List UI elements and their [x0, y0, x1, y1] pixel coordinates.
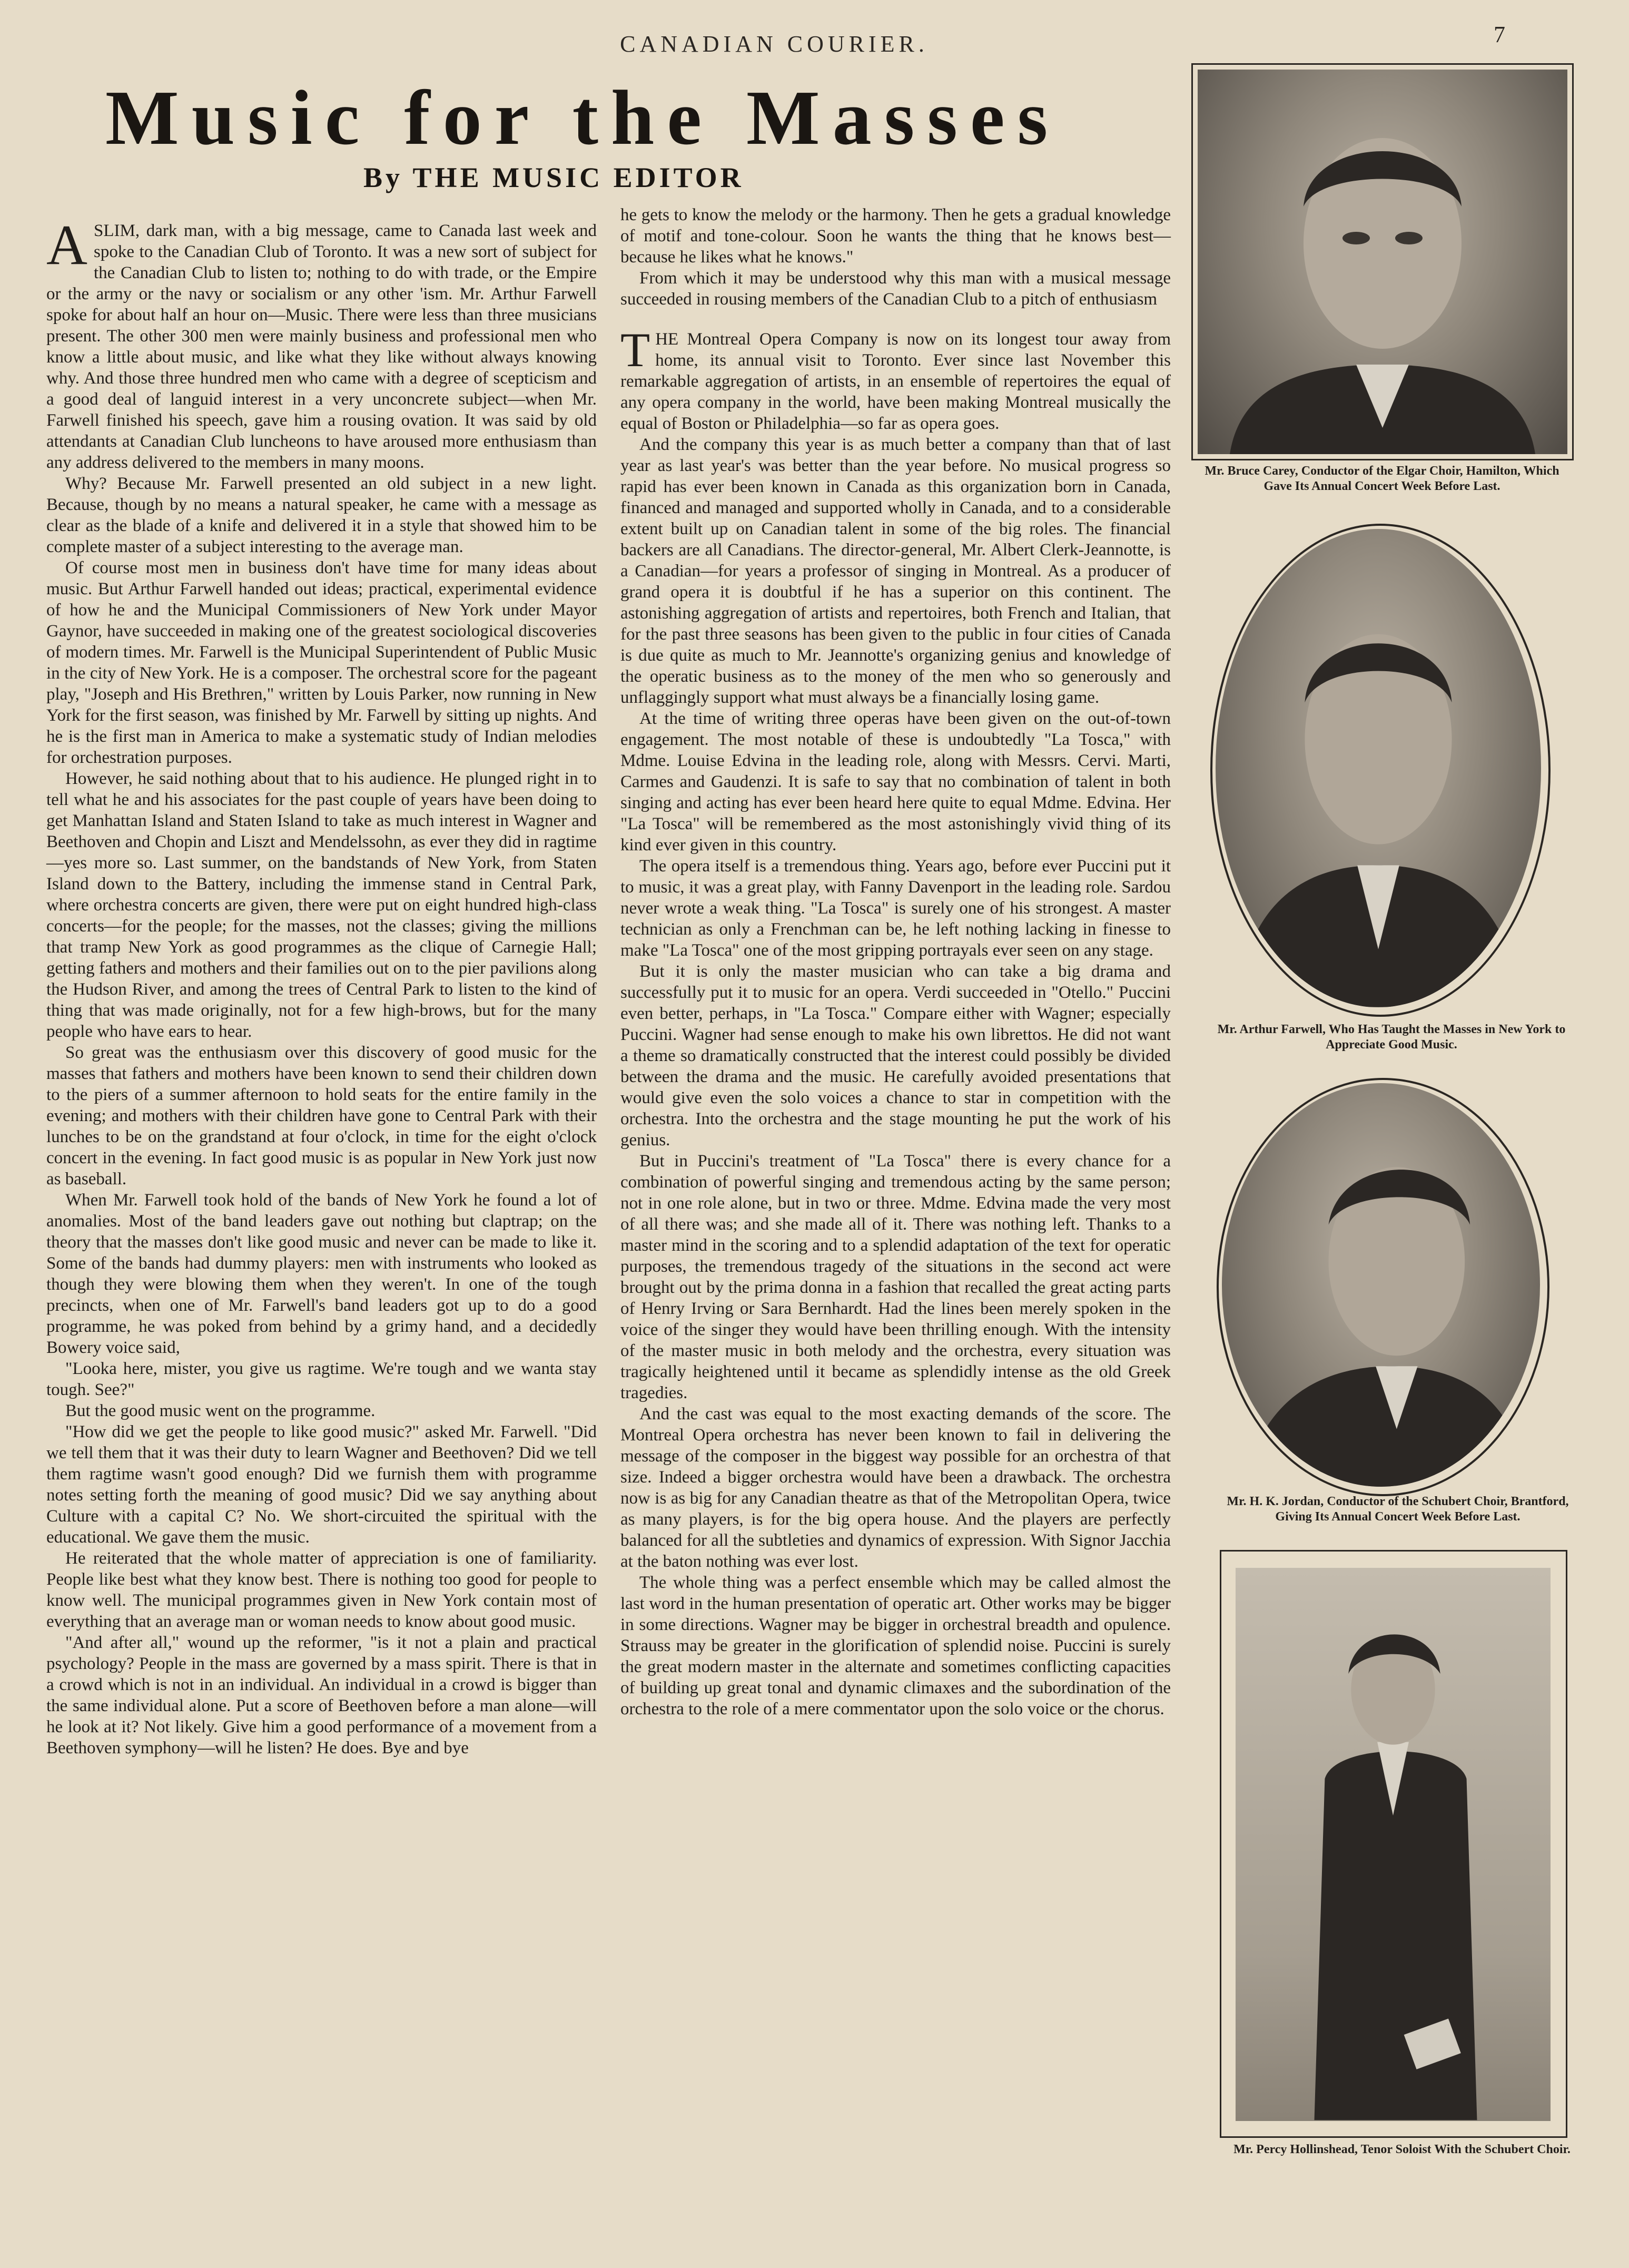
paragraph: "How did we get the people to like good music?" asked Mr. Farwell. "Did we tell them that it was their duty to learn Wagner and Beethoven? Did we tell them ragtime wasn't good enough? Did we furnish them with programme notes setting forth the meaning of good music? Did we say anything about Culture with a capital C? No. We short-circuited the spiritual with the educational. We gave them the music.	[46, 1422, 597, 1547]
paragraph	[46, 214, 597, 473]
middle-column	[620, 204, 1171, 2196]
running-head: CANADIAN COURIER.	[620, 31, 929, 57]
left-column	[46, 214, 597, 2196]
photo-caption: Mr. H. K. Jordan, Conductor of the Schubert Choir, Brantford, Giving Its Annual Concert Week Before Last.	[1227, 1495, 1569, 1524]
paragraph: "And after all," wound up the reformer, "is it not a plain and practical psychology? People in the mass are governed by a mass spirit. There is that in a crowd which is not in an individual. An individual in a crowd is bigger than the same individual alone. Put a score of Beethoven before a man alone—will he look at it? Not likely. Give him a good performance of a movement from a Beethoven symphony—will he listen? He does. Bye and bye	[46, 1633, 597, 1758]
photo-caption: Mr. Bruce Carey, Conductor of the Elgar Choir, Hamilton, Which Gave Its Annual Concert Week Before Last.	[1205, 464, 1559, 493]
photo-caption: Mr. Arthur Farwell, Who Has Taught the Masses in New York to Appreciate Good Music.	[1217, 1023, 1566, 1052]
paragraph: But in Puccini's treatment of "La Tosca" there is every chance for a combination of powerful singing and tremendous acting by the same person; not in one role alone, but in two or three. Mdme. Edvina made the very most of all there was; and she made all of it. There was nothing left. Thanks to a master mind in the scoring and to a splendid adaptation of the text for operatic purposes, the tremendous tragedy of the situations in the second act were brought out by the prima donna in a fashion that recalled the great acting parts of Henry Irving or Sara Bernhardt. Had the lines been merely spoken in the voice of the singer they would have been thrilling enough. With the intensity of the master music in both melody and the orchestra, every situation was tragically heightened until it became as splendidly intense as the old Greek tragedies.	[620, 1152, 1171, 1402]
paragraph: The opera itself is a tremendous thing. Years ago, before ever Puccini put it to music, it was a great play, with Fanny Davenport in the leading role. Sardou never wrote a weak thing. "La Tosca" is surely one of his strongest. A master technician as only a Frenchman can be, he left nothing lacking in finesse to make "La Tosca" one of the most gripping portrayals ever seen on any stage.	[620, 857, 1171, 960]
paragraph: However, he said nothing about that to his audience. He plunged right in to tell what he and his associates for the past couple of years have been doing to get Manhattan Island and Staten Island to take as much interest in Wagner and Beethoven and Chopin and Liszt and Mendelssohn, as ever they did in ragtime—yes more so. Last summer, on the bandstands of New York, from Staten Island down to the Battery, including the immense stand in Central Park, where orchestra concerts are given, there were put on eight hundred high-class concerts—for the people; for the masses, not the classes; giving the millions that tramp New York as good programmes as the clique of Carnegie Hall; getting fathers and mothers and their families out on to the pier pavilions along the Hudson River, and among the trees of Central Park to listen to the kind of thing that was made originally, not for a few high-brows, but for the many people who have ears to hear.	[46, 769, 597, 1041]
paragraph-text: SLIM, dark man, with a big message, came to Canada last week and spoke to the Canadian Club of Toronto. It was a new sort of subject for the Canadian Club to listen to; nothing to do with trade, or the Empire or the army or the navy or socialism or any other 'ism. Mr. Arthur Farwell spoke for about half an hour on—Music. There were less than three musicians present. The other 300 men were mainly business and professional men who know a little about music, and like what they like without always knowing why. And those three hundred men who came with a degree of scepticism and a good deal of languid interest in a very unconcrete subject—when Mr. Farwell finished his speech, gave him a rousing ovation. It was said by old attendants at Canadian Club luncheons to have aroused more enthusiasm than any address delivered to the members in many moons.	[46, 221, 597, 472]
drop-cap: A	[46, 214, 87, 277]
paragraph: But it is only the master musician who can take a big drama and successfully put it to music for an opera. Verdi succeeded in "Otello." Puccini even better, perhaps, in "La Tosca." Compare either with Wagner; especially Puccini. Wagner had sense enough to make his own librettos. He did not want a theme so dramatically constructed that the interest could possibly be divided between the drama and the music. He carefully avoided presentations that would give even the solo voices a chance to star in competition with the orchestra. Into the orchestra and the stage mounting he put the work of his genius.	[620, 962, 1171, 1150]
paragraph: At the time of writing three operas have been given on the out-of-town engagement. The most notable of these is undoubtedly "La Tosca," with Mdme. Louise Edvina in the leading role, along with Messrs. Cervi. Marti, Carmes and Gaudenzi. It is safe to say that no combination of talent in both singing and acting has ever been heard here quite to equal Mdme. Edvina. Her "La Tosca" will be remembered as the most astonishingly vivid thing of its kind ever given in this country.	[620, 709, 1171, 855]
portrait-photo-percy-hollinshead	[1236, 1568, 1551, 2121]
section-break	[620, 310, 1171, 329]
photo-caption: Mr. Percy Hollinshead, Tenor Soloist With the Schubert Choir.	[1233, 2143, 1571, 2156]
paragraph: He reiterated that the whole matter of appreciation is one of familiarity. People like best what they know best. There is nothing too good for people to know well. The municipal programmes given in New York contain most of everything that an average man or woman needs to know about good music.	[46, 1549, 597, 1631]
portrait-silhouette	[1216, 529, 1541, 1007]
portrait-silhouette	[1222, 1083, 1540, 1487]
portrait-photo-bruce-carey	[1198, 70, 1567, 454]
paragraph: When Mr. Farwell took hold of the bands of New York he found a lot of anomalies. Most of the band leaders gave out nothing but claptrap; on the theory that the masses don't like good music and never can be made to like it. Some of the bands had dummy players: men with instruments who looked as though they were blowing them when they weren't. In one of the tough precincts, when one of Mr. Farwell's band leaders got up to do a good programme, he was poked from behind by a grimy hand, and a decidedly Bowery voice said,	[46, 1191, 597, 1357]
portrait-photo-arthur-farwell	[1216, 529, 1541, 1007]
paragraph: he gets to know the melody or the harmony. Then he gets a gradual knowledge of motif and tone-colour. Soon he wants the thing that he knows best—because he likes what he knows."	[620, 205, 1171, 267]
portrait-photo-hk-jordan	[1222, 1083, 1540, 1487]
portrait-silhouette	[1198, 70, 1567, 454]
paragraph	[620, 323, 1171, 434]
page-number: 7	[1494, 22, 1505, 47]
article-byline: By THE MUSIC EDITOR	[363, 162, 744, 193]
paragraph: The whole thing was a perfect ensemble which may be called almost the last word in the human presentation of operatic art. Other works may be bigger in some directions. Wagner may be bigger in orchestral breadth and opulence. Strauss may be greater in the glorification of splendid noise. Puccini is surely the great modern master in the alternate and sometimes conflicting capacities of building up great tonal and dynamic climaxes and the subordination of the orchestra to the role of a mere commentator upon the solo voice or the chorus.	[620, 1573, 1171, 1719]
paragraph: Of course most men in business don't have time for many ideas about music. But Arthur Farwell handed out ideas; practical, experimental evidence of how he and the Municipal Commissioners of New York under Mayor Gaynor, have succeeded in making one of the greatest sociological discoveries of modern times. Mr. Farwell is the Municipal Superintendent of Public Music in the city of New York. He is a composer. The orchestral score for the pageant play, "Joseph and His Brethren," written by Louis Parker, now running in New York for the first season, was finished by Mr. Farwell by sitting up nights. And he is the first man in America to make a systematic study of Indian melodies for orchestration purposes.	[46, 558, 597, 767]
paragraph: And the cast was equal to the most exacting demands of the score. The Montreal Opera orchestra has never been known to fail in delivering the message of the composer in the biggest way possible for an orchestra of that size. Indeed a bigger orchestra would have been a drawback. The orchestra now is as big for any Canadian theatre as that of the Metropolitan Opera, twice as many players, is for the big opera house. And the players are perfectly balanced for all the subtleties and dynamics of expression. With Signor Jacchia at the baton nothing was ever lost.	[620, 1405, 1171, 1571]
paragraph: "Looka here, mister, you give us ragtime. We're tough and we wanta stay tough. See?"	[46, 1359, 597, 1399]
paragraph: So great was the enthusiasm over this discovery of good music for the masses that fathers and mothers have been known to send their children down to the piers of a summer afternoon to hold seats for the entire family in the evening; and mothers with their children have gone to Central Park with their lunches to be on the grandstand at four o'clock, in time for the eight o'clock concert in the evening. In fact good music is as popular in New York just now as baseball.	[46, 1043, 597, 1189]
paragraph: And the company this year is as much better a company than that of last year as last year's was better than the year before. No musical progress so rapid has ever been known in Canada as this organization born in Canada, financed and managed and supported wholly in Canada, and to a considerable extent built up on Canadian talent in some of the big roles. The financial backers are all Canadians. The director-general, Mr. Albert Clerk-Jeannotte, is a Canadian—for years a professor of singing in Montreal. As a producer of grand opera it is doubtful if he has a superior on this continent. The astonishing aggregation of artists and repertoires, both French and Italian, that for the past three seasons has been given to the public in four cities of Canada is due quite as much to Mr. Jeannotte's organizing genius and knowledge of the operatic business as to the money of the men who so generously and unflaggingly support what must always be a financially losing game.	[620, 435, 1171, 707]
paragraph: From which it may be understood why this man with a musical message succeeded in rousing members of the Canadian Club to a pitch of enthusiasm	[620, 269, 1171, 309]
paragraph: Why? Because Mr. Farwell presented an old subject in a new light. Because, though by no means a natural speaker, he came with a message as clear as the blade of a knife and delivered it in a style that showed him to be complete master of a subject interesting to the average man.	[46, 474, 597, 556]
drop-cap: T	[620, 323, 650, 377]
article-headline: Music for the Masses	[105, 75, 1061, 161]
paragraph-text: HE Montreal Opera Company is now on its longest tour away from home, its annual visit to Toronto. Ever since last November this remarkable aggregation of artists, in an ensemble of repertoires the equal of any opera company in the world, have been making Montreal musically the equal of Boston or Philadelphia—so far as opera goes.	[620, 330, 1171, 433]
paragraph: But the good music went on the programme.	[65, 1401, 376, 1420]
portrait-silhouette	[1236, 1568, 1551, 2121]
